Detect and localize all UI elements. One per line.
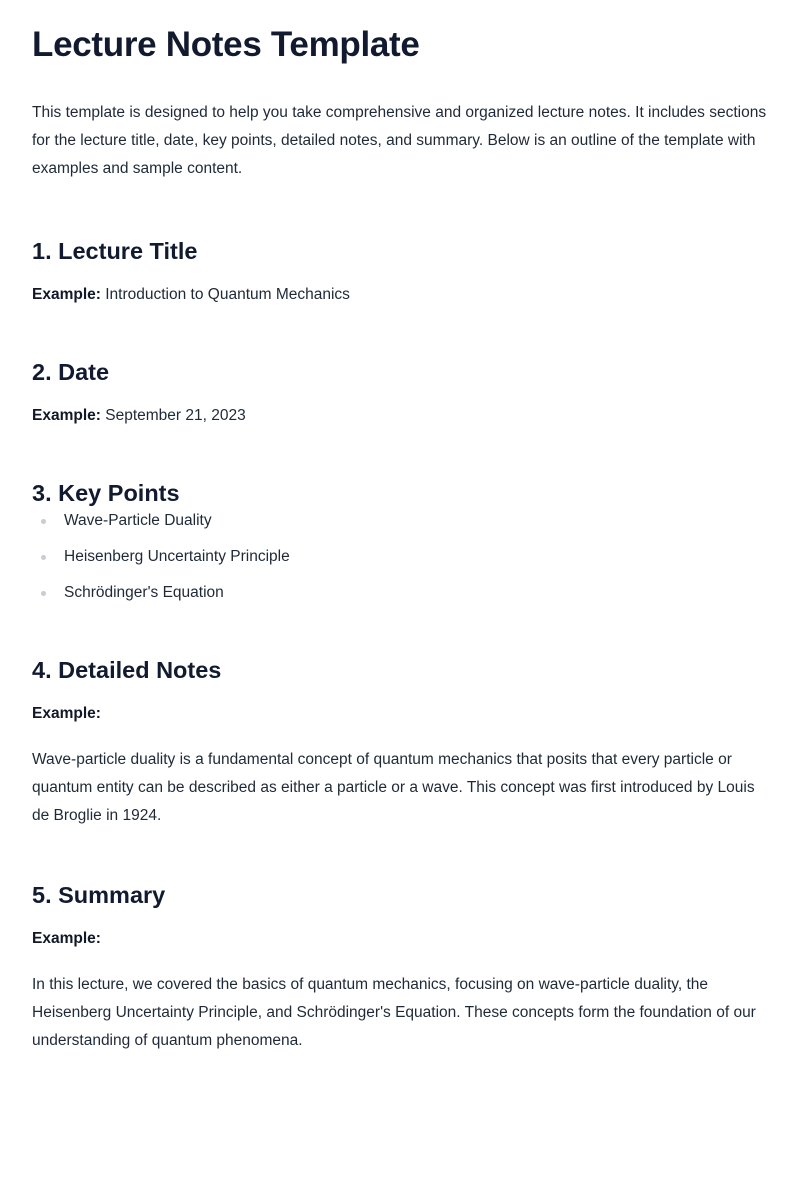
example-label: Example:	[32, 286, 101, 303]
bullet-icon	[41, 519, 46, 524]
list-item	[32, 509, 768, 533]
section-summary	[32, 879, 768, 1055]
page-title: Lecture Notes Template	[32, 25, 420, 64]
section-heading: 2. Date	[32, 359, 110, 385]
example-line	[32, 927, 768, 951]
section-date	[32, 356, 768, 428]
detailed-notes-paragraph: Wave-particle duality is a fundamental concept of quantum mechanics that posits that every particle or quantum entity can be described as either a particle or a wave. This concept was first introduced by Louis de Broglie in 1924.	[32, 751, 755, 824]
section-lecture-title	[32, 235, 768, 307]
section-heading: 4. Detailed Notes	[32, 657, 222, 683]
example-label: Example:	[32, 930, 101, 947]
bullet-icon	[41, 555, 46, 560]
bullet-icon	[41, 591, 46, 596]
section-heading: 1. Lecture Title	[32, 238, 198, 264]
summary-paragraph: In this lecture, we covered the basics of quantum mechanics, focusing on wave-particle duality, the Heisenberg Uncertainty Principle, and Schrödinger's Equation. These concepts form the foundation of our understanding of quantum phenomena.	[32, 976, 756, 1049]
example-label: Example:	[32, 705, 101, 722]
list-item-text: Wave-Particle Duality	[64, 512, 212, 529]
section-heading: 5. Summary	[32, 882, 166, 908]
list-item-text: Schrödinger's Equation	[64, 584, 224, 601]
list-item	[32, 581, 768, 605]
example-line	[32, 283, 768, 307]
list-item	[32, 545, 768, 569]
example-line	[32, 702, 768, 726]
intro-paragraph: This template is designed to help you take comprehensive and organized lecture notes. It includes sections for the lecture title, date, key points, detailed notes, and summary. Below is an outline of the template with examples and sample content.	[32, 104, 767, 177]
example-value: Introduction to Quantum Mechanics	[105, 286, 350, 303]
key-points-list	[32, 509, 768, 605]
example-value: September 21, 2023	[105, 407, 246, 424]
section-detailed-notes	[32, 654, 768, 830]
section-heading: 3. Key Points	[32, 480, 180, 506]
example-line	[32, 404, 768, 428]
example-label: Example:	[32, 407, 101, 424]
section-key-points	[32, 477, 768, 605]
list-item-text: Heisenberg Uncertainty Principle	[64, 548, 290, 565]
